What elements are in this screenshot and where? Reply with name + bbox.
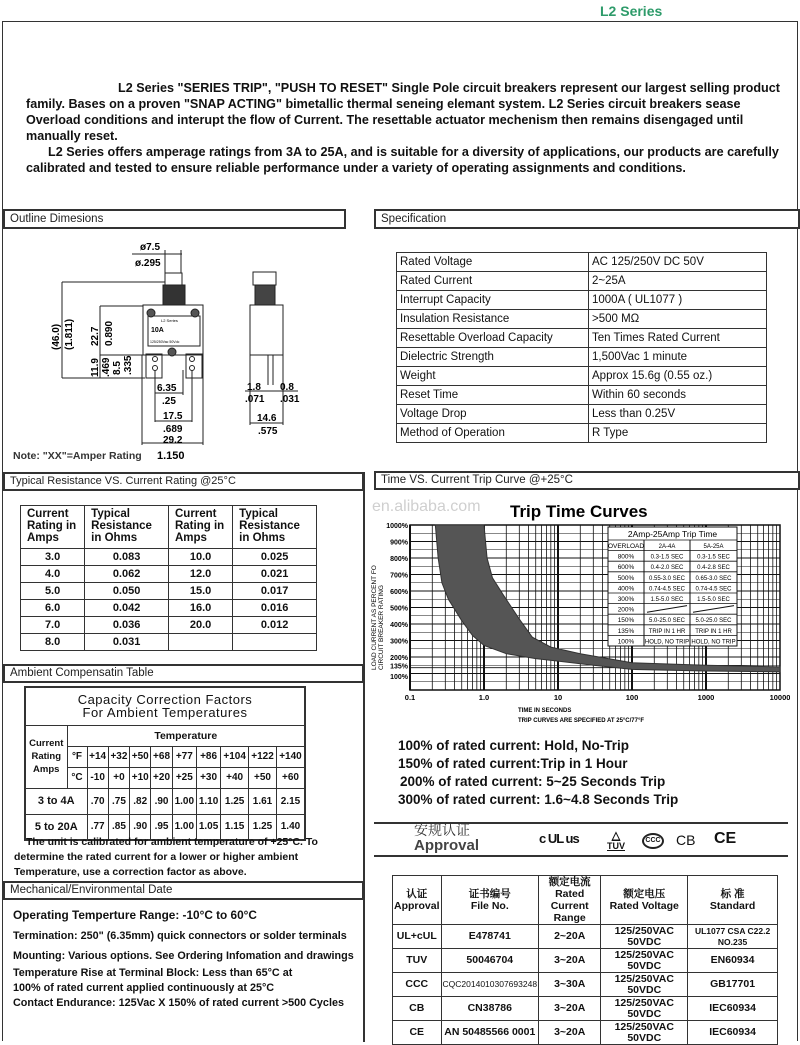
temp-f: +140 [276,746,305,767]
approval-header-row [393,876,778,925]
correction-factor: 1.15 [221,814,249,840]
inset-cell: 0.3-1.5 SEC [650,554,684,561]
resistance-cell: 3.0 [21,549,85,566]
resistance-row [21,634,317,651]
temp-c: +50 [249,767,277,788]
header-line: Rated Voltage [609,900,679,912]
inset-cell: 0.74-4.5 SEC [695,586,732,593]
resistance-table [20,505,317,651]
y-tick-label: 400% [390,622,408,629]
resistance-cell: 0.031 [85,634,169,651]
inset-cell: HOLD, NO TRIP [644,639,690,646]
resistance-cell: 10.0 [168,549,232,566]
approval-cell: UL+cUL [393,925,442,949]
spec-value: 1,500Vac 1 minute [589,348,767,367]
correction-factor: 1.00 [172,788,196,814]
spec-value: Approx 15.6g (0.55 oz.) [589,367,767,386]
approval-cell: E478741 [441,925,539,949]
correction-factor: 1.10 [196,788,220,814]
inset-cell: OVERLOAD [607,543,645,550]
inset-cell: 0.3-1.5 SEC [697,554,730,561]
inset-cell: 400% [617,585,635,593]
resistance-row [21,566,317,583]
y-tick-label: 900% [390,539,408,547]
spec-row [397,291,767,310]
correction-factor: .77 [87,814,108,840]
resistance-cell: 5.0 [21,583,85,600]
dim-label: .689 [163,424,183,435]
inset-cell: TRIP IN 1 HR [648,628,686,635]
ambient-caption [25,687,305,725]
mech-line: Termination: 250" (6.35mm) quick connectors or solder terminals [13,930,347,942]
header-line: Range [553,912,586,924]
approval-cell: IEC60934 [688,997,778,1021]
approval-cell: AN 50485566 0001 [441,1021,539,1045]
inset-cell: 1.5-5.0 SEC [697,597,730,603]
approval-cell: 125/250VAC 50VDC [601,973,688,997]
approval-row [393,1021,778,1045]
section-header-resistance: Typical Resistance VS. Current Rating @25°C [3,472,364,491]
approval-cell: IEC60934 [688,1021,778,1045]
mech-line: Contact Endurance: 125Vac X 150% of rated current >500 Cycles [13,997,344,1009]
breaker-label-text: 10A [151,327,164,334]
spec-row [397,310,767,329]
resistance-cell: 0.025 [233,549,317,566]
temp-c: +25 [172,767,196,788]
correction-factor: 1.00 [172,814,196,840]
mech-line: Operating Temperture Range: -10°C to 60°C [13,908,257,922]
correction-row-label: 3 to 4A [25,788,87,814]
inset-cell: 600% [617,564,635,572]
approval-cell: CCC [393,973,442,997]
spec-label: Rated Current [397,272,589,291]
resistance-cell: 0.083 [85,549,169,566]
approval-header-cell [601,876,688,925]
inset-table [608,527,737,646]
temp-c: +40 [221,767,249,788]
dim-label: 22.7 [90,326,101,346]
spec-label: Resettable Overload Capacity [397,329,589,348]
inset-cell: 1.5-5.0 SEC [650,597,684,603]
dim-label: 14.6 [257,413,277,424]
correction-factor: .70 [87,788,108,814]
resistance-header: Current Rating in Amps [168,506,232,549]
breaker-label-text: 125/250Vac 50Vdc [150,340,180,344]
header-line: 标 准 [720,888,745,900]
header-line: Standard [709,900,756,912]
section-header-mech: Mechanical/Environmental Date [3,881,364,900]
correction-factor: .75 [108,788,129,814]
correction-row-label: 5 to 20A [25,814,87,840]
resistance-cell: 7.0 [21,617,85,634]
x-tick-label: 10000 [769,693,790,702]
temp-c: +20 [151,767,172,788]
y-tick-label: 1000% [386,523,408,530]
spec-label: Insulation Resistance [397,310,589,329]
trip-time-chart [370,495,790,730]
header-line: 证书编号 [468,888,511,900]
approval-cell: CN38786 [441,997,539,1021]
ce-logo: CE [714,830,737,847]
resistance-header: Typical Resistance in Ohms [233,506,317,549]
x-tick-label: 0.1 [404,693,416,702]
spec-row [397,253,767,272]
spec-value: Ten Times Rated Current [589,329,767,348]
temperature-label: Temperature [67,725,305,746]
spec-table [396,252,767,443]
approval-cell: 125/250VAC 50VDC [601,1021,688,1045]
y-tick-label: 700% [390,572,408,580]
dim-label: 17.5 [163,411,183,422]
temp-f: +122 [249,746,277,767]
approval-cell: 50046704 [441,949,539,973]
dim-label: ø7.5 [140,242,161,253]
resistance-cell: 16.0 [168,600,232,617]
x-tick-label: 1.0 [478,693,490,702]
spec-value: Less than 0.25V [589,405,767,424]
resistance-cell: 0.036 [85,617,169,634]
spec-row [397,367,767,386]
x-tick-label: 10 [553,693,563,702]
inset-cell: 500% [617,574,635,582]
approval-header-cell [688,876,778,925]
approval-cell: 3~20A [539,1021,601,1045]
temp-f: +77 [172,746,196,767]
inset-cell: 0.4-2.8 SEC [697,565,730,572]
statement: 200% of rated current: 5~25 Seconds Trip [400,774,666,789]
temp-c: +0 [108,767,129,788]
temp-c: +60 [276,767,305,788]
tuv-logo: △ TUV [607,830,625,851]
dim-label: .469 [101,357,112,377]
ambient-table [24,686,306,841]
approval-row [393,949,778,973]
section-header-spec: Specification [374,209,800,229]
correction-factor: 1.25 [249,814,277,840]
resistance-row [21,600,317,617]
rating-label: Current Rating Amps [25,725,67,788]
correction-factor: 1.05 [196,814,220,840]
approval-cell: 3~30A [539,973,601,997]
resistance-row [21,549,317,566]
section-header-trip: Time VS. Current Trip Curve @+25°C [374,471,800,490]
dim-label: 11.9 [90,358,101,377]
header-line: 额定电压 [623,888,666,900]
approval-cell: UL1077 CSA C22.2 NO.235 [688,925,778,949]
inset-cell: 300% [617,596,635,603]
dim-label: 1.8 [247,382,261,393]
resistance-header: Current Rating in Amps [21,506,85,549]
mech-line: 100% of rated current applied continuously at 25°C [13,982,275,994]
inset-cell: 135% [617,627,635,635]
approval-header-cell [393,876,442,925]
dim-label: (46.0) [51,323,62,350]
inset-cell: 0.55-3.0 SEC [648,575,686,582]
header-line: 额定电流 [548,876,591,888]
y-axis-label: CIRCUIT BREAKER RATING [378,585,385,670]
dim-label: .031 [280,394,300,405]
x-axis-label: TRIP CURVES ARE SPECIFIED AT 25°C/77°F [518,718,645,724]
spec-label: Dielectric Strength [397,348,589,367]
spec-row [397,348,767,367]
outline-drawing [0,230,370,470]
approval-cell: CB [393,997,442,1021]
statement: 300% of rated current: 1.6~4.8 Seconds Trip [398,792,679,807]
inset-cell: 5A-25A [703,544,724,550]
correction-row [25,788,305,814]
approval-cell: EN60934 [688,949,778,973]
statement: 150% of rated current:Trip in 1 Hour [398,756,628,771]
caption-line: Capacity Correction Factors [77,692,253,708]
resistance-cell: 20.0 [168,617,232,634]
series-title: L2 Series [600,3,663,19]
cb-logo: CB [676,832,696,848]
caption-line: For Ambient Temperatures [82,705,248,721]
x-axis-label: TIME IN SECONDS [518,708,572,714]
spec-row [397,424,767,443]
y-tick-label: 800% [390,556,408,563]
dim-label: 8.5 [112,361,123,375]
header-line: Rated Current [550,888,589,912]
resistance-cell: 0.012 [233,617,317,634]
dim-label: 0.890 [104,320,115,346]
dim-label: ø.295 [135,258,161,269]
dim-label: 0.8 [280,382,294,393]
resistance-cell: 0.050 [85,583,169,600]
header-line: Approval [394,900,440,912]
approval-cell: 125/250VAC 50VDC [601,997,688,1021]
resistance-header: Typical Resistance in Ohms [85,506,169,549]
spec-row [397,329,767,348]
correction-factor: .90 [130,814,151,840]
spec-value: 2~25A [589,272,767,291]
inset-cell: 5.0-25.0 SEC [695,618,732,625]
breaker-label-text: L2 Series [161,318,178,323]
temp-f: +86 [196,746,220,767]
approval-cell: 2~20A [539,925,601,949]
correction-factor: 1.25 [221,788,249,814]
approval-row [393,997,778,1021]
dim-label: .335 [123,355,134,375]
temp-f: +68 [151,746,172,767]
x-tick-label: 1000 [697,693,715,702]
spec-row [397,272,767,291]
outline-note: Note: "XX"=Amper Rating [13,450,142,462]
x-tick-label: 100 [625,693,639,702]
section-header-ambient: Ambient Compensatin Table [3,664,364,683]
approval-cell: 3~20A [539,949,601,973]
spec-value: 1000A ( UL1077 ) [589,291,767,310]
inset-cell: TRIP IN 1 HR [695,628,732,635]
correction-factor: 2.15 [276,788,305,814]
mech-specs [13,908,373,1011]
header-line: File No. [470,900,509,912]
approval-title: Approval [414,837,480,854]
spec-row [397,405,767,424]
approval-cell: 125/250VAC 50VDC [601,925,688,949]
spec-value: Within 60 seconds [589,386,767,405]
dim-label: 6.35 [157,383,177,394]
approval-cell: CE [393,1021,442,1045]
approval-row [393,973,778,997]
inset-cell: 0.4-2.0 SEC [650,565,684,572]
spec-value: R Type [589,424,767,443]
resistance-cell [168,634,232,651]
temp-f: +104 [221,746,249,767]
resistance-cell: 6.0 [21,600,85,617]
resistance-cell: 0.021 [233,566,317,583]
temp-f: +14 [87,746,108,767]
approval-table [392,875,778,1045]
approval-row [393,925,778,949]
dim-label: (1.811) [64,318,75,350]
temp-c: +30 [196,767,220,788]
correction-factor: .95 [151,814,172,840]
approval-title-cn: 安规认证 [414,822,470,838]
inset-cell: 0.65-3.0 SEC [695,575,732,582]
spec-label: Interrupt Capacity [397,291,589,310]
inset-cell: 100% [617,638,635,646]
statement: 100% of rated current: Hold, No-Trip [398,738,630,753]
resistance-cell [233,634,317,651]
y-tick-label: 200% [390,655,408,662]
correction-factor: .90 [151,788,172,814]
approval-cell: TUV [393,949,442,973]
intro-text [26,80,786,176]
approval-cell: 125/250VAC 50VDC [601,949,688,973]
spec-label: Weight [397,367,589,386]
inset-title: 2Amp-25Amp Trip Time [627,529,718,539]
temp-f: +50 [130,746,151,767]
spec-value: AC 125/250V DC 50V [589,253,767,272]
dim-label: .25 [162,396,176,407]
y-tick-label: 500% [390,605,408,613]
resistance-cell: 0.062 [85,566,169,583]
correction-factor: .82 [130,788,151,814]
correction-factor: .85 [108,814,129,840]
resistance-cell: 15.0 [168,583,232,600]
dim-label: .575 [258,426,278,437]
correction-factor: 1.61 [249,788,277,814]
header-line: 认证 [406,888,428,900]
inset-cell: 150% [617,617,635,625]
resistance-cell: 8.0 [21,634,85,651]
resistance-cell: 12.0 [168,566,232,583]
spec-row [397,386,767,405]
spec-label: Method of Operation [397,424,589,443]
resistance-cell: 0.042 [85,600,169,617]
y-tick-label: 600% [390,589,408,596]
approval-cell: GB17701 [688,973,778,997]
correction-factor: 1.40 [276,814,305,840]
mech-line: Mounting: Various options. See Ordering Infomation and drawings [13,950,354,962]
intro-paragraph-1: L2 Series "SERIES TRIP", "PUSH TO RESET" Single Pole circuit breakers represent our largest selling product family. Bases on a proven "SNAP ACTING" bimetallic thermal seneing elemant system. L2 Series circuit breakers sease Overload conditions and interupt the flow of Current. The resettable actuator mechenism then remains disengaged until manually reset. [26,81,780,143]
watermark: en.alibaba.com [372,498,481,515]
unit-c: °C [67,767,87,788]
tuv-logo-text: TUV [607,841,625,851]
temp-c: +10 [130,767,151,788]
ccc-logo: CCC [642,833,664,849]
intro-paragraph-2: L2 Series offers amperage ratings from 3A to 25A, and is suitable for a diversity of applications, our products are carefully calibrated and tested to ensure reliable performance under a variety of operating assignments and conditions. [26,145,779,175]
mech-line: Temperature Rise at Terminal Block: Less than 65°C at [13,967,293,979]
y-tick-label: 100% [390,674,408,681]
inset-cell: 200% [617,606,635,614]
approval-cell: CQC2014010307693248 [441,973,539,997]
dim-label: .071 [245,394,265,405]
inset-cell: 5.0-25.0 SEC [648,618,686,625]
y-tick-label: 135% [390,663,408,671]
outline-note-value: 1.150 [157,450,185,462]
y-tick-label: 300% [390,638,408,646]
ambient-note: The unit is calibrated for ambient temperature of +25°C. To determine the rated current for a lower or higher ambient Temperature, use a correction factor as above. [14,836,318,878]
approval-header-cell [539,876,601,925]
unit-f: °F [67,746,87,767]
trip-statements [398,737,678,809]
spec-value: >500 MΩ [589,310,767,329]
resistance-row [21,617,317,634]
inset-cell: HOLD, NO TRIP [691,639,736,646]
dim-label: 29.2 [163,435,183,446]
inset-cell: 0.74-4.5 SEC [648,586,686,593]
inset-cell: 800% [617,553,635,561]
ul-logo: c UL us [539,831,579,846]
chart-title: Trip Time Curves [510,502,648,521]
resistance-cell: 0.016 [233,600,317,617]
temp-f: +32 [108,746,129,767]
approval-header [374,822,788,857]
approval-cell: 3~20A [539,997,601,1021]
y-axis-label: LOAD CURRENT AS PERCENT FO [371,565,378,670]
approval-header-cell [441,876,539,925]
resistance-cell: 4.0 [21,566,85,583]
spec-label: Voltage Drop [397,405,589,424]
inset-cell: 2A-4A [658,544,676,550]
resistance-cell: 0.017 [233,583,317,600]
temp-c: -10 [87,767,108,788]
resistance-row [21,583,317,600]
spec-label: Reset Time [397,386,589,405]
spec-label: Rated Voltage [397,253,589,272]
section-header-outline: Outline Dimesions [3,209,346,229]
